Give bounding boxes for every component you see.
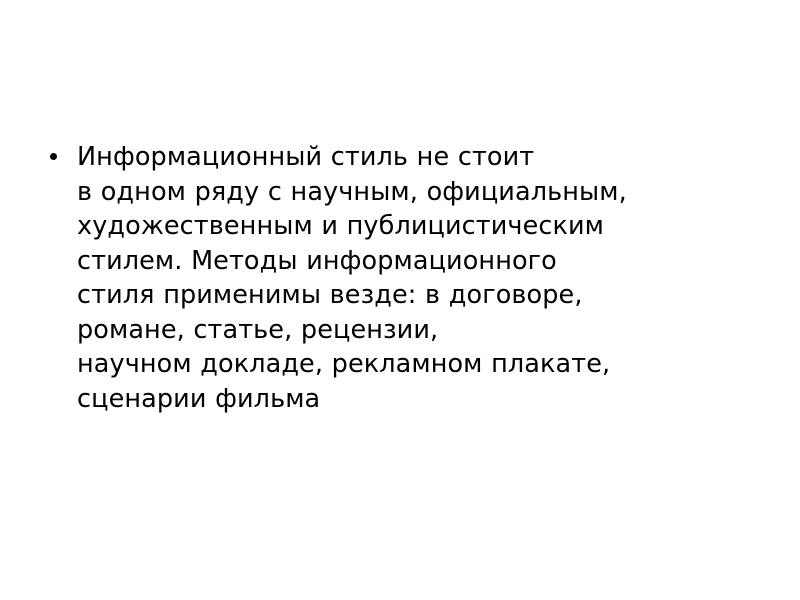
bullet-text-line: научном докладе, рекламном плакате, — [77, 349, 611, 380]
bullet-text-line: в одном ряду с научным, официальным, — [77, 176, 627, 207]
bullet-text-line: сценарии фильма — [77, 383, 321, 414]
bullet-text-line: стилем. Методы информационного — [77, 245, 557, 276]
bullet-list — [42, 140, 757, 416]
bullet-text-line: Информационный стиль не стоит — [77, 142, 535, 172]
bullet-text-line: художественным и публицистическим — [77, 211, 604, 242]
bullet-point-icon — [50, 153, 57, 160]
bullet-text-line: стиля применимы везде: в договоре, — [77, 280, 583, 311]
body-content-placeholder — [42, 140, 757, 426]
bullet-text-line: романе, статье, рецензии, — [77, 314, 439, 345]
list-item — [42, 140, 757, 416]
